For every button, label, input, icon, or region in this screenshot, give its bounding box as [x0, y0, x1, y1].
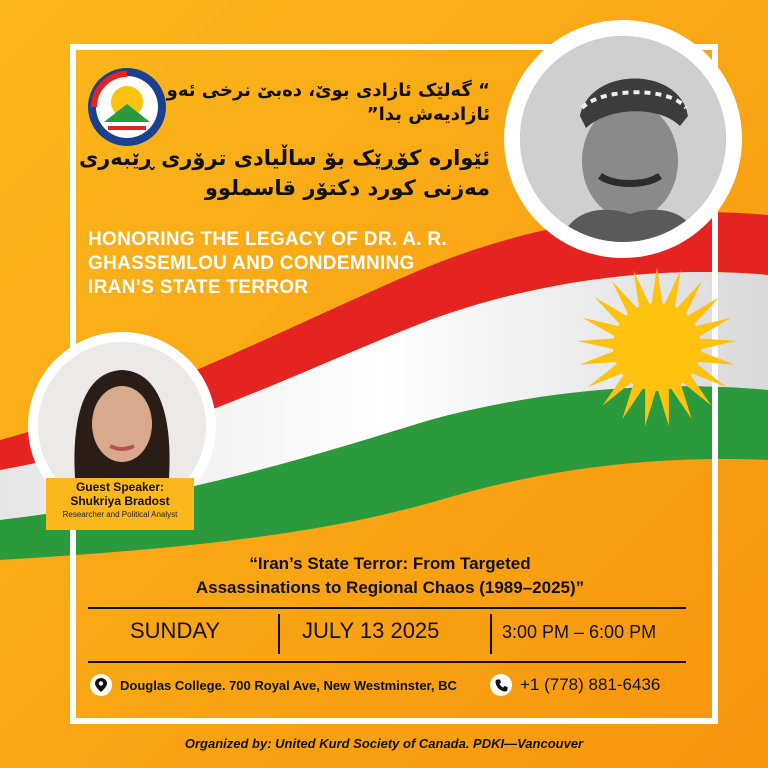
pdki-logo-icon [86, 66, 168, 148]
kurdish-sun-icon [572, 262, 742, 432]
phone-icon [490, 674, 512, 696]
kurdish-title-line-1: ئێوارە کۆڕێک بۆ ساڵیادی ترۆری ڕێبەری [78, 146, 490, 170]
sun-disc [613, 303, 701, 391]
talk-topic [90, 552, 690, 600]
talk-topic-line-2: Assassinations to Regional Chaos (1989–2025)” [195, 578, 585, 597]
speaker-role: Guest Speaker: [75, 480, 165, 494]
divider-vertical-1 [278, 614, 280, 654]
divider-bottom [88, 661, 686, 663]
english-title-line-2: GHASSEMLOU AND CONDEMNING [88, 253, 415, 274]
contact-phone: +1 (778) 881-6436 [520, 675, 661, 694]
man-portrait-image [520, 36, 726, 242]
kurdish-quote-line-1: “ گەلێک ئازادی بوێ، دەبێ نرخی ئەو [166, 80, 490, 101]
speaker-title: Researcher and Political Analyst [62, 510, 178, 519]
venue-address: Douglas College. 700 Royal Ave, New Westminster, BC [120, 677, 457, 693]
location-pin-icon [90, 674, 112, 696]
ghassemlou-portrait [504, 20, 742, 258]
event-day: SUNDAY [130, 618, 221, 643]
english-title [88, 228, 508, 300]
kurdish-quote-line-2: ئازادیەش بدا” [366, 104, 490, 125]
talk-topic-line-1: “Iran’s State Terror: From Targeted [249, 554, 531, 573]
venue-info [90, 674, 457, 696]
divider-vertical-2 [490, 614, 492, 654]
organizer-footer: Organized by: United Kurd Society of Canada. PDKI—Vancouver [184, 736, 584, 751]
english-title-line-1: HONORING THE LEGACY OF DR. A. R. [88, 229, 448, 250]
event-date: JULY 13 2025 [302, 618, 440, 643]
english-title-line-3: IRAN’S STATE TERROR [88, 277, 309, 298]
speaker-label [46, 478, 194, 530]
kurdish-title-line-2: مەزنی کورد دکتۆر قاسملوو [204, 176, 490, 200]
divider-top [88, 607, 686, 609]
contact-info [490, 674, 660, 696]
event-time: 3:00 PM – 6:00 PM [502, 622, 657, 642]
speaker-name: Shukriya Bradost [70, 494, 170, 508]
